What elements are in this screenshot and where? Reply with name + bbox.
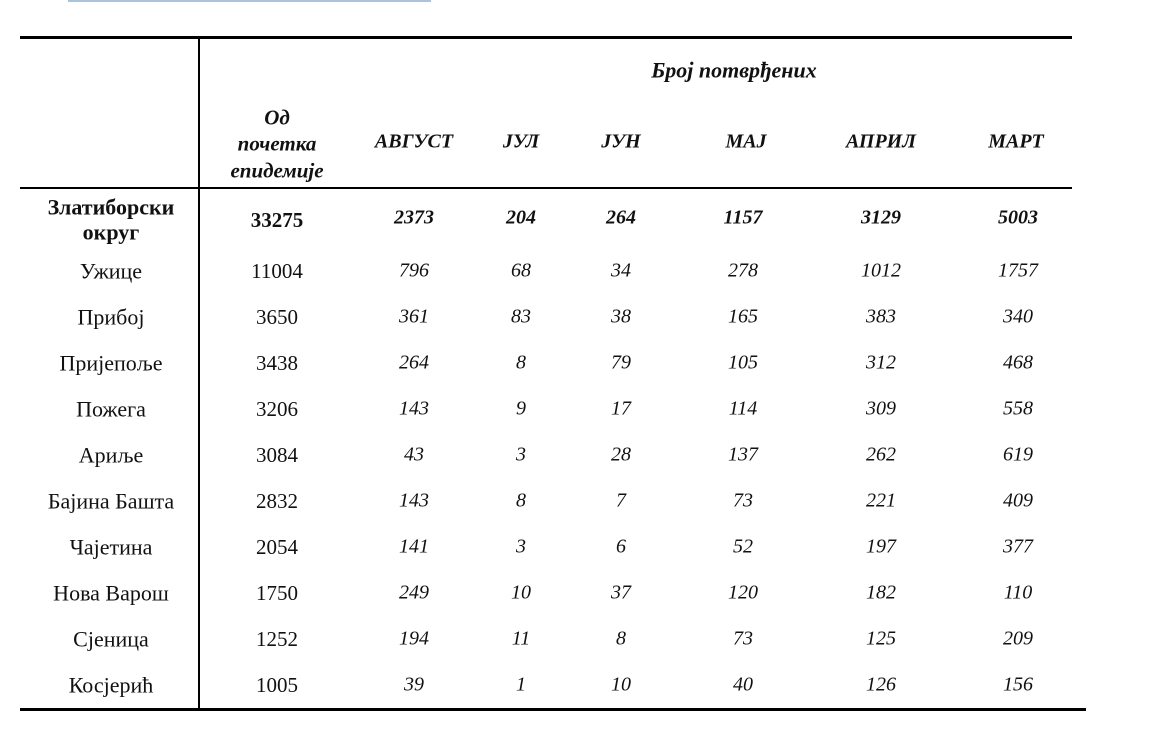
municipality-month-value: 43 <box>404 443 424 466</box>
header-month-july: ЈУЛ <box>502 130 540 153</box>
municipality-name: Чајетина <box>69 534 153 560</box>
municipality-month-value: 1 <box>516 673 526 696</box>
header-month-april: АПРИЛ <box>846 130 916 153</box>
municipality-month-value: 209 <box>1003 627 1033 650</box>
municipality-total: 3650 <box>256 304 298 329</box>
municipality-month-value: 377 <box>1003 535 1033 558</box>
municipality-month-value: 34 <box>611 259 631 282</box>
row-label-divider <box>198 36 200 711</box>
municipality-month-value: 383 <box>866 305 896 328</box>
municipality-month-value: 105 <box>728 351 758 374</box>
municipality-month-value: 278 <box>728 259 758 282</box>
header-separator-rule <box>20 187 1072 189</box>
municipality-name: Ариље <box>78 442 144 468</box>
municipality-month-value: 262 <box>866 443 896 466</box>
municipality-month-value: 312 <box>866 351 896 374</box>
municipality-month-value: 10 <box>611 673 631 696</box>
municipality-name: Пожега <box>76 396 146 422</box>
municipality-month-value: 409 <box>1003 489 1033 512</box>
district-month-value: 204 <box>506 206 536 229</box>
table-top-rule <box>20 36 1072 39</box>
municipality-month-value: 1012 <box>861 259 901 282</box>
municipality-month-value: 3 <box>516 535 526 558</box>
municipality-month-value: 137 <box>728 443 758 466</box>
district-month-value: 264 <box>606 206 636 229</box>
header-month-may: МАЈ <box>725 130 767 153</box>
municipality-month-value: 40 <box>733 673 753 696</box>
district-month-value: 5003 <box>998 206 1038 229</box>
municipality-name: Ужице <box>79 258 143 284</box>
header-total-line: Од <box>264 105 290 130</box>
municipality-month-value: 120 <box>728 581 758 604</box>
municipality-month-value: 11 <box>511 627 531 650</box>
district-month-value: 3129 <box>861 206 901 229</box>
municipality-month-value: 73 <box>733 627 753 650</box>
municipality-month-value: 37 <box>611 581 631 604</box>
municipality-month-value: 361 <box>399 305 429 328</box>
municipality-total: 3206 <box>256 396 298 421</box>
municipality-month-value: 143 <box>399 397 429 420</box>
municipality-month-value: 3 <box>516 443 526 466</box>
municipality-month-value: 68 <box>511 259 531 282</box>
district-total: 33275 <box>250 207 304 232</box>
municipality-month-value: 6 <box>616 535 626 558</box>
municipality-month-value: 110 <box>1003 581 1033 604</box>
municipality-month-value: 39 <box>404 673 424 696</box>
municipality-total: 1005 <box>256 672 298 697</box>
group-header: Број потврђених <box>651 57 817 83</box>
municipality-name: Бајина Башта <box>47 488 175 514</box>
municipality-name: Косјерић <box>68 672 154 698</box>
municipality-month-value: 73 <box>733 489 753 512</box>
municipality-month-value: 125 <box>866 627 896 650</box>
municipality-name: Сјеница <box>73 626 149 652</box>
header-month-june: ЈУН <box>601 130 641 153</box>
district-name <box>48 195 175 244</box>
municipality-month-value: 264 <box>399 351 429 374</box>
municipality-month-value: 340 <box>1003 305 1033 328</box>
municipality-total: 2054 <box>256 534 298 559</box>
municipality-month-value: 468 <box>1003 351 1033 374</box>
municipality-month-value: 79 <box>611 351 631 374</box>
district-name-line: Златиборски <box>47 194 175 220</box>
top-accent-line <box>68 0 431 2</box>
district-month-value: 1157 <box>723 206 763 229</box>
municipality-month-value: 126 <box>866 673 896 696</box>
header-total-line: епидемије <box>230 158 324 183</box>
municipality-name: Пријепоље <box>59 350 163 376</box>
table-bottom-rule <box>20 708 1086 711</box>
municipality-month-value: 197 <box>866 535 896 558</box>
municipality-total: 1750 <box>256 580 298 605</box>
header-total-since-start <box>230 105 323 184</box>
municipality-month-value: 8 <box>616 627 626 650</box>
municipality-month-value: 156 <box>1003 673 1033 696</box>
municipality-month-value: 9 <box>516 397 526 420</box>
municipality-month-value: 796 <box>399 259 429 282</box>
municipality-month-value: 141 <box>399 535 429 558</box>
municipality-month-value: 38 <box>611 305 631 328</box>
municipality-total: 3084 <box>256 442 298 467</box>
municipality-month-value: 558 <box>1003 397 1033 420</box>
municipality-month-value: 8 <box>516 489 526 512</box>
municipality-total: 1252 <box>256 626 298 651</box>
municipality-month-value: 52 <box>733 535 753 558</box>
municipality-month-value: 1757 <box>998 259 1038 282</box>
header-month-march: МАРТ <box>988 130 1044 153</box>
municipality-total: 11004 <box>251 258 303 283</box>
municipality-name: Прибој <box>77 304 145 330</box>
municipality-month-value: 221 <box>866 489 896 512</box>
municipality-month-value: 249 <box>399 581 429 604</box>
municipality-month-value: 17 <box>611 397 631 420</box>
municipality-month-value: 309 <box>866 397 896 420</box>
header-month-august: АВГУСТ <box>374 130 454 153</box>
municipality-month-value: 7 <box>616 489 626 512</box>
district-month-value: 2373 <box>394 206 434 229</box>
municipality-month-value: 8 <box>516 351 526 374</box>
municipality-month-value: 165 <box>728 305 758 328</box>
municipality-month-value: 194 <box>399 627 429 650</box>
municipality-total: 2832 <box>256 488 298 513</box>
header-total-line: почетка <box>237 131 317 156</box>
municipality-month-value: 83 <box>511 305 531 328</box>
municipality-month-value: 143 <box>399 489 429 512</box>
municipality-month-value: 10 <box>511 581 531 604</box>
municipality-total: 3438 <box>256 350 298 375</box>
municipality-name: Нова Варош <box>53 580 169 606</box>
municipality-month-value: 28 <box>611 443 631 466</box>
municipality-month-value: 114 <box>728 397 758 420</box>
municipality-month-value: 619 <box>1003 443 1033 466</box>
district-name-line: округ <box>82 219 140 244</box>
municipality-month-value: 182 <box>866 581 896 604</box>
